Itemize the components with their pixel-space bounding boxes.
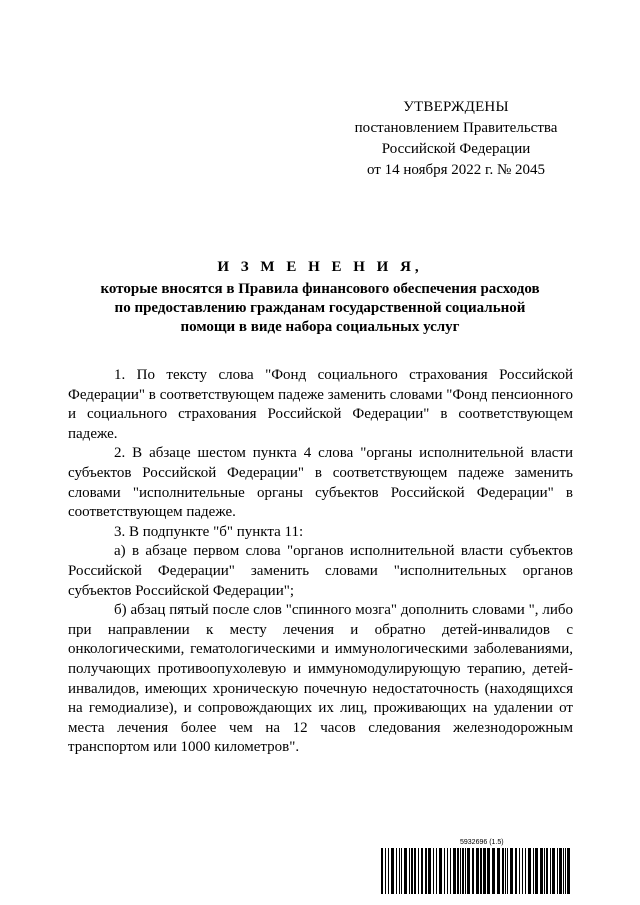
approval-line-3: от 14 ноября 2022 г. № 2045 [366,162,546,178]
paragraph-2: 2. В абзаце шестом пункта 4 слова "органы исполнительной власти субъектов Российской Федерации" в соответствующем падеже заменить словами "исполнительные органы субъектов Российской Федерации" в соответствующем падеже. [68,445,573,521]
subtitle-line-1: которые вносятся в Правила финансового обеспечения расходов [100,281,540,297]
subtitle-line-2: по предоставлению гражданам государственной социальной [114,300,526,316]
approval-line-1: постановлением Правительства [354,120,558,136]
document-barcode [380,838,572,896]
document-body [68,366,573,758]
paragraph-3b: б) абзац пятый после слов "спинного мозга" дополнить словами ", либо при направлении к месту лечения и обратно детей-инвалидов с онкологическими, гематологическими и иммунологическими заболеваниями, получающих противоопухолевую и иммуномодулирующую терапию, детей-инвалидов, имеющих хроническую почечную недостаточность (находящихся на гемодиализе), и сопровождающих их лиц, проживающих на удалении от места лечения более чем на 12 часов следования железнодорожным транспортом или 1000 километров". [68,602,573,756]
barcode-label: 5932696 (1.5) [460,839,504,846]
paragraph-3: 3. В подпункте "б" пункта 11: [114,523,304,540]
approval-block [340,97,572,181]
approval-line-2: Российской Федерации [381,141,531,157]
paragraph-3a: а) в абзаце первом слова "органов исполнительной власти субъектов Российской Федерации" заменить словами "исполнительных органов субъектов Российской Федерации"; [68,543,573,599]
approval-title: УТВЕРЖДЕНЫ [403,99,509,115]
barcode-icon [380,848,572,894]
subtitle-line-3: помощи в виде набора социальных услуг [180,319,460,335]
document-title: И З М Е Н Е Н И Я, [217,259,423,275]
paragraph-1: 1. По тексту слова "Фонд социального страхования Российской Федерации" в соответствующем падеже заменить словами "Фонд пенсионного и социального страхования Российской Федерации" в соответствующем падеже. [68,367,573,442]
document-subtitle [60,280,580,337]
